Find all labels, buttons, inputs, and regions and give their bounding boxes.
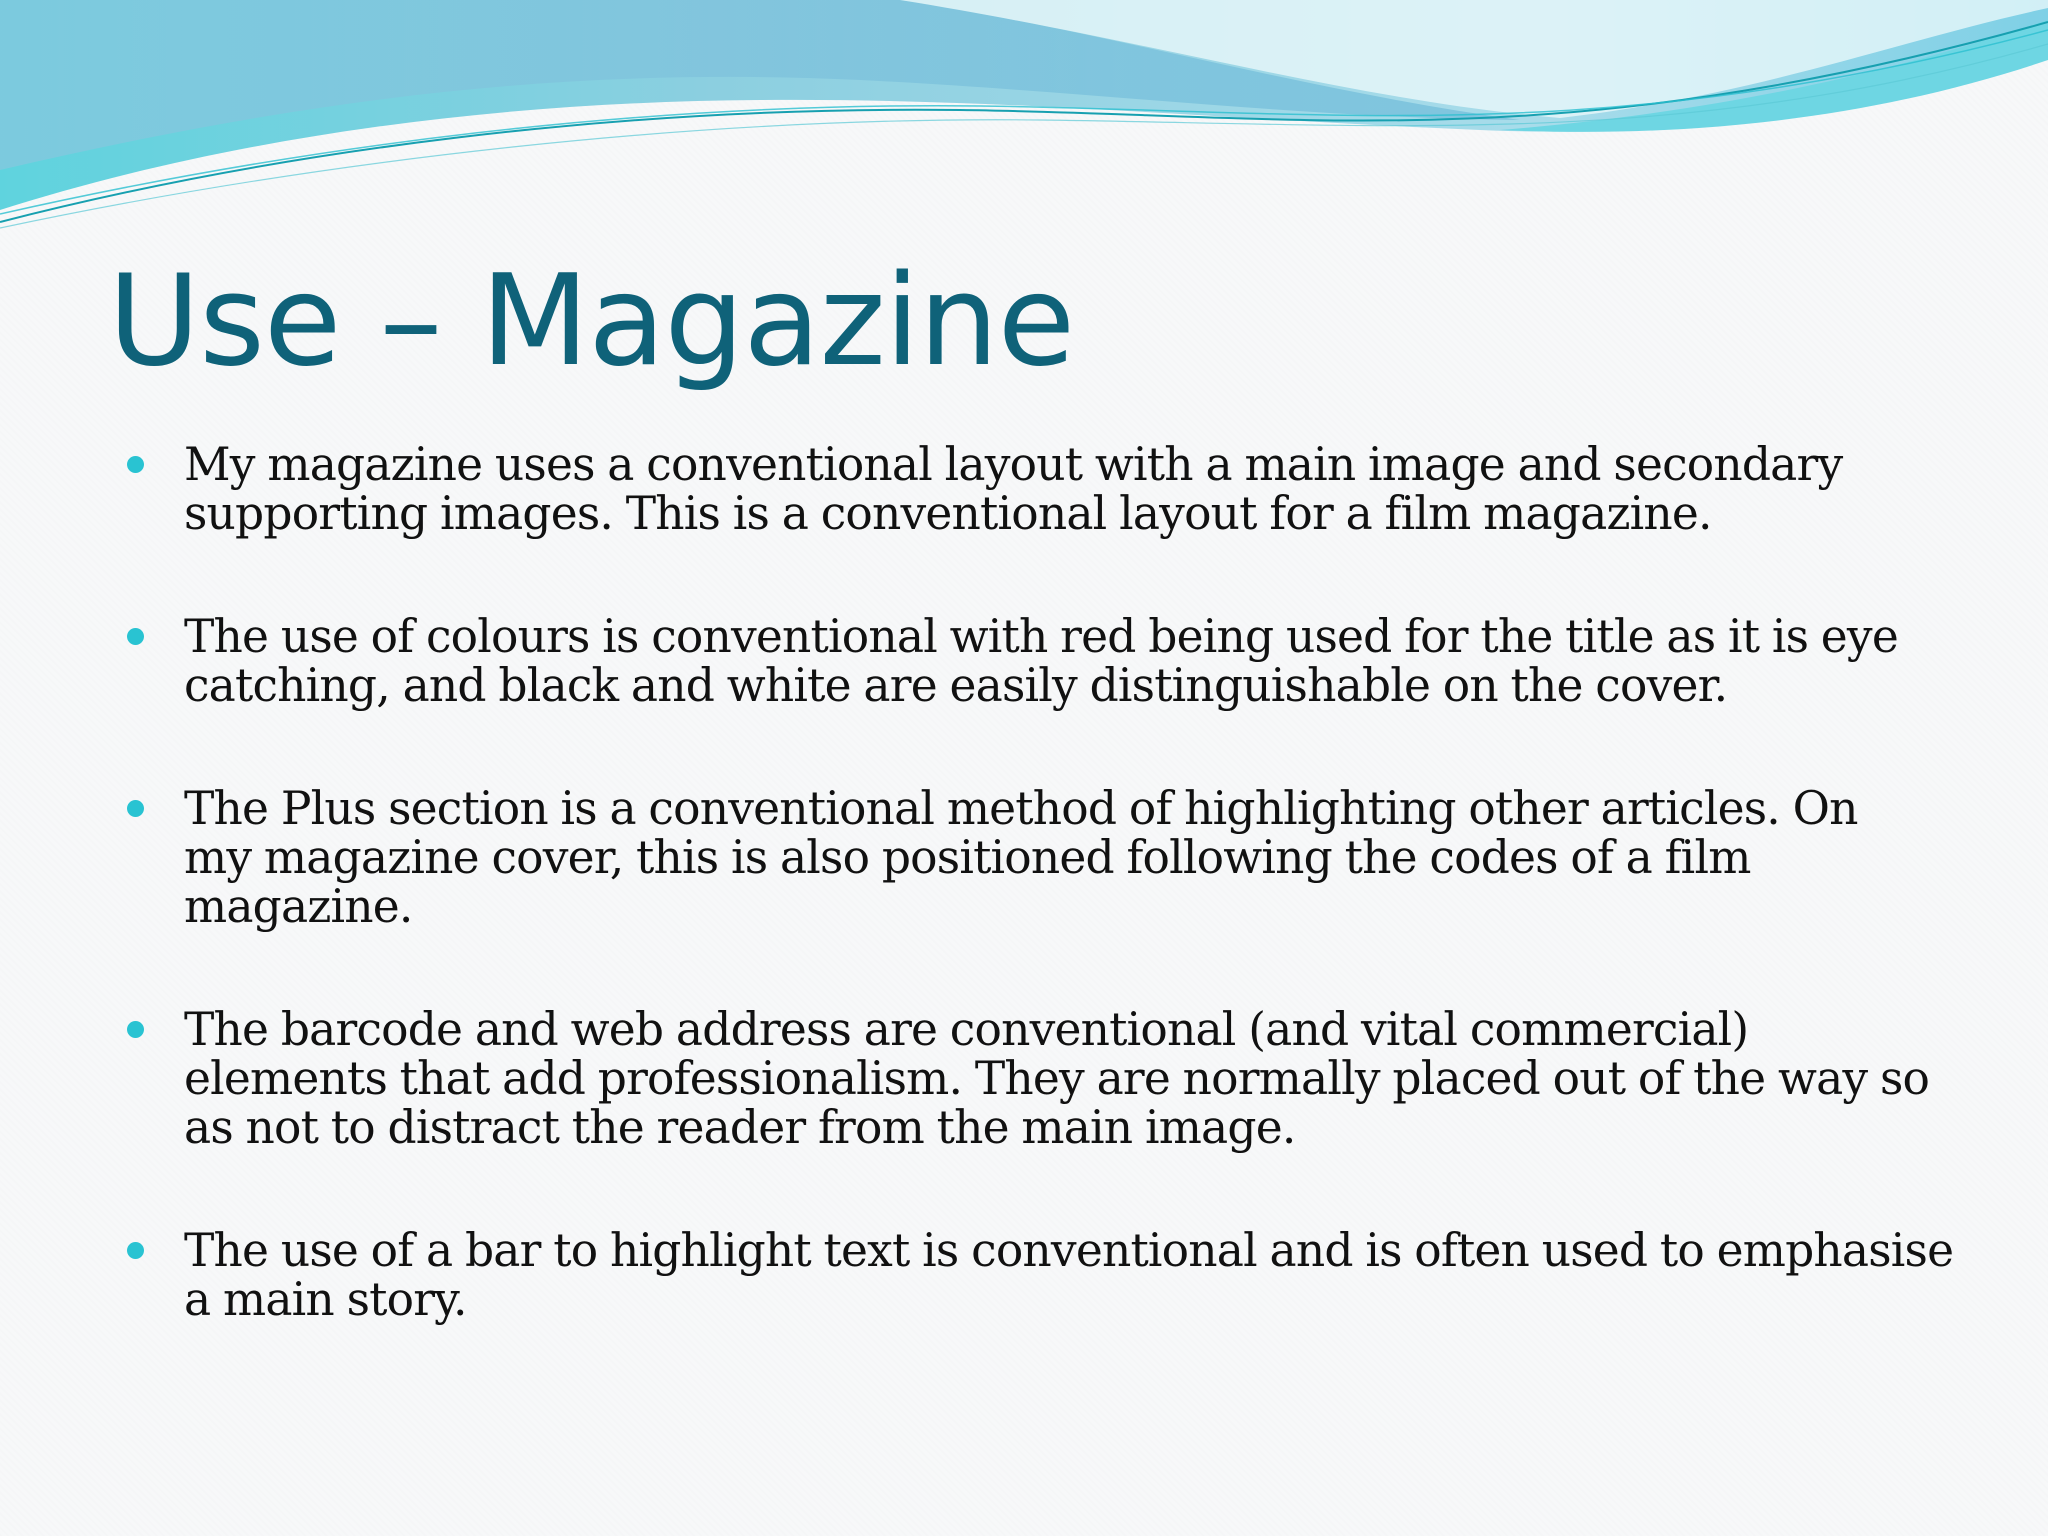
slide-title: Use – Magazine [108,247,1075,394]
bullet-dot-icon [127,1242,144,1259]
bullet-item [184,612,1964,710]
bullet-line: as not to distract the reader from the main image. [184,1101,1296,1154]
bullet-line: elements that add professionalism. They are normally placed out of the way so [184,1052,1930,1105]
bullet-line: my magazine cover, this is also positioned following the codes of a film [184,831,1751,884]
bullet-line: My magazine uses a conventional layout with a main image and secondary [184,438,1843,491]
bullet-line: The use of colours is conventional with red being used for the title as it is eye [184,610,1898,663]
bullet-line: The Plus section is a conventional method of highlighting other articles. On [184,782,1858,835]
bullet-item [184,1226,1964,1324]
bullet-dot-icon [127,628,144,645]
bullet-line: The barcode and web address are conventional (and vital commercial) [184,1003,1749,1056]
bullet-item [184,440,1964,538]
bullet-item [184,1005,1964,1152]
bullet-dot-icon [127,800,144,817]
bullet-dot-icon [127,456,144,473]
bullet-line: a main story. [184,1273,467,1326]
bullet-item [184,784,1964,931]
bullet-line: magazine. [184,880,413,933]
bullet-line: supporting images. This is a conventional layout for a film magazine. [184,487,1712,540]
bullet-line: The use of a bar to highlight text is conventional and is often used to emphasise [184,1224,1954,1277]
bullet-line: catching, and black and white are easily distinguishable on the cover. [184,659,1728,712]
bullet-dot-icon [127,1021,144,1038]
header-wave-decoration [0,0,2048,240]
